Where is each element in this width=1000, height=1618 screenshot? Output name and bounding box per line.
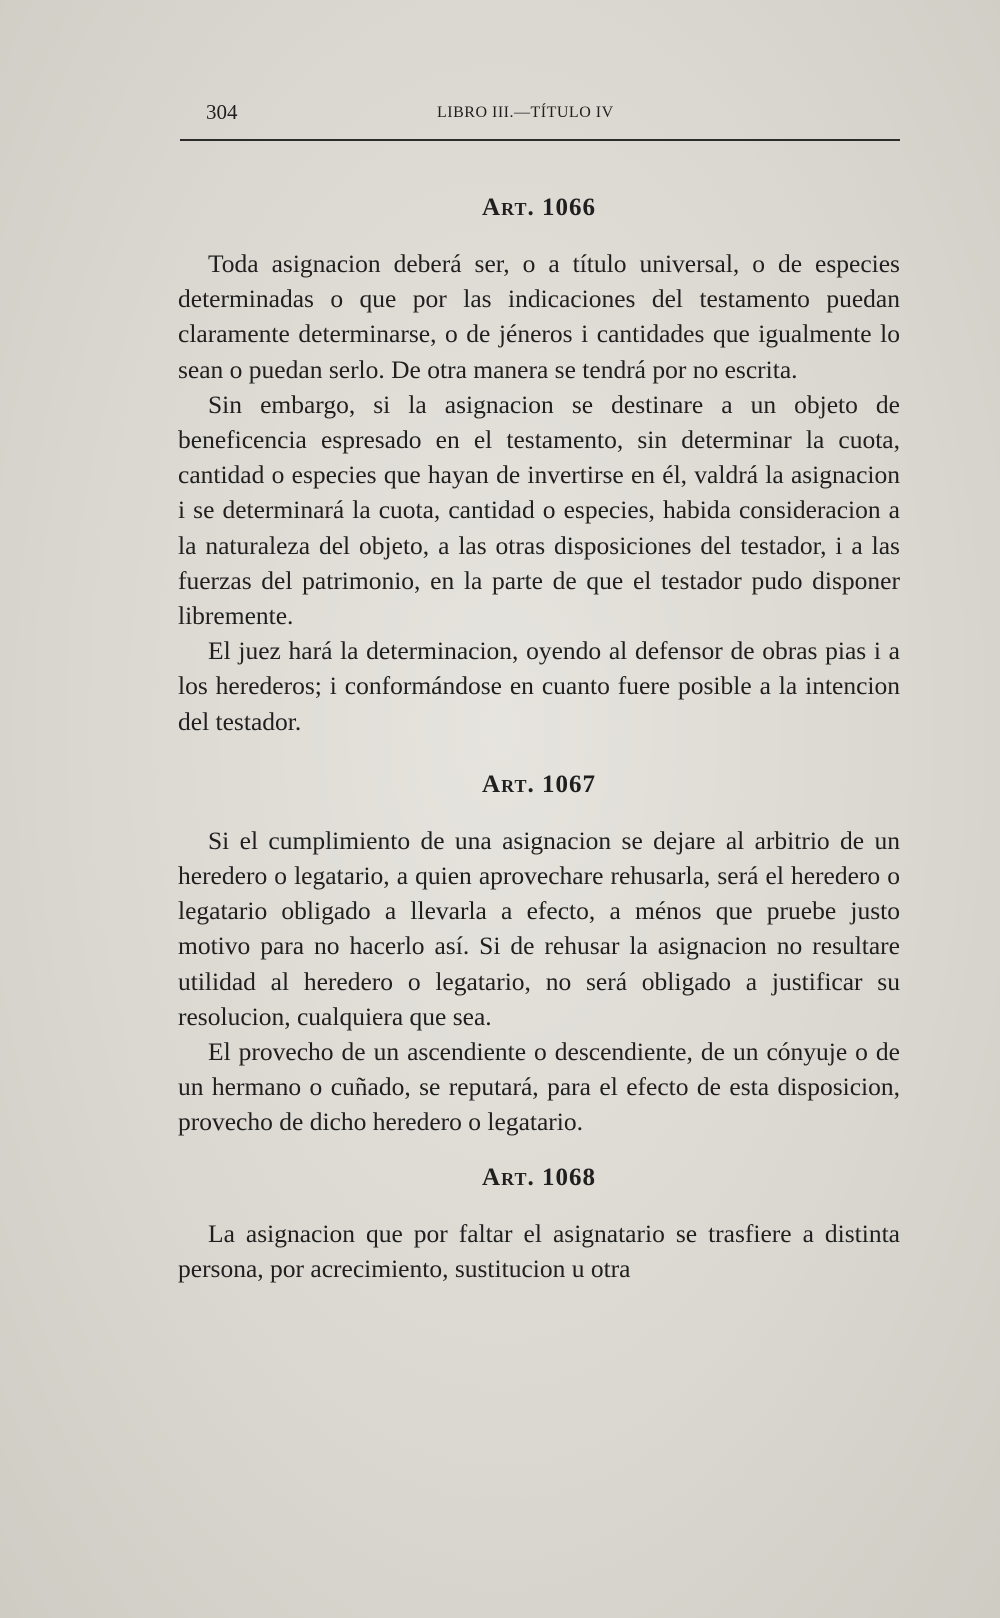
header-rule bbox=[180, 139, 900, 141]
article-heading: Art. 1067 bbox=[482, 770, 596, 798]
article-1067 bbox=[178, 765, 900, 1140]
paragraph: El juez hará la determinacion, oyendo al defensor de obras pias i a los herederos; i conformándose en cuanto fuere posible a la intencion del testador. bbox=[178, 636, 900, 736]
paragraph: El provecho de un ascendiente o descendiente, de un cónyuje o de un hermano o cuñado, se reputará, para el efecto de esta disposicion, provecho de dicho heredero o legatario. bbox=[178, 1037, 900, 1137]
page-body bbox=[178, 188, 900, 1286]
running-head: LIBRO III.—TÍTULO IV bbox=[437, 104, 614, 121]
article-heading: Art. 1066 bbox=[482, 194, 596, 221]
page-header bbox=[180, 100, 900, 134]
article-1068 bbox=[178, 1158, 900, 1286]
paragraph: La asignacion que por faltar el asignatario se trasfiere a distinta persona, por acrecimiento, sustitucion u otra bbox=[178, 1218, 900, 1283]
paragraph: Toda asignacion deberá ser, o a título universal, o de especies determinadas o que por las indicaciones del testamento puedan claramente determinarse, o de jéneros i cantidades que igualmente lo sean o puedan serlo. De otra manera se tendrá por no escrita. bbox=[178, 249, 900, 384]
article-heading: Art. 1068 bbox=[482, 1163, 596, 1191]
page-number: 304 bbox=[206, 100, 238, 124]
paragraph: Si el cumplimiento de una asignacion se dejare al arbitrio de un heredero o legatario, a quien aprovechare rehusarla, será el heredero o legatario obligado a llevarla a efecto, a ménos que pruebe justo motivo para no hacerlo así. Si de rehusar la asignacion no resultare utilidad al heredero o legatario, no será obligado a justificar su resolucion, cualquiera que sea. bbox=[178, 825, 900, 1031]
paragraph: Sin embargo, si la asignacion se destinare a un objeto de beneficencia espresado en el testamento, sin determinar la cuota, cantidad o especies que hayan de invertirse en él, valdrá la asignacion i se determinará la cuota, cantidad o especies, habida consideracion a la naturaleza del objeto, a las otras disposiciones del testador, i a las fuerzas del patrimonio, en la parte de que el testador pudo disponer libremente. bbox=[178, 389, 900, 631]
article-1066 bbox=[178, 188, 900, 739]
